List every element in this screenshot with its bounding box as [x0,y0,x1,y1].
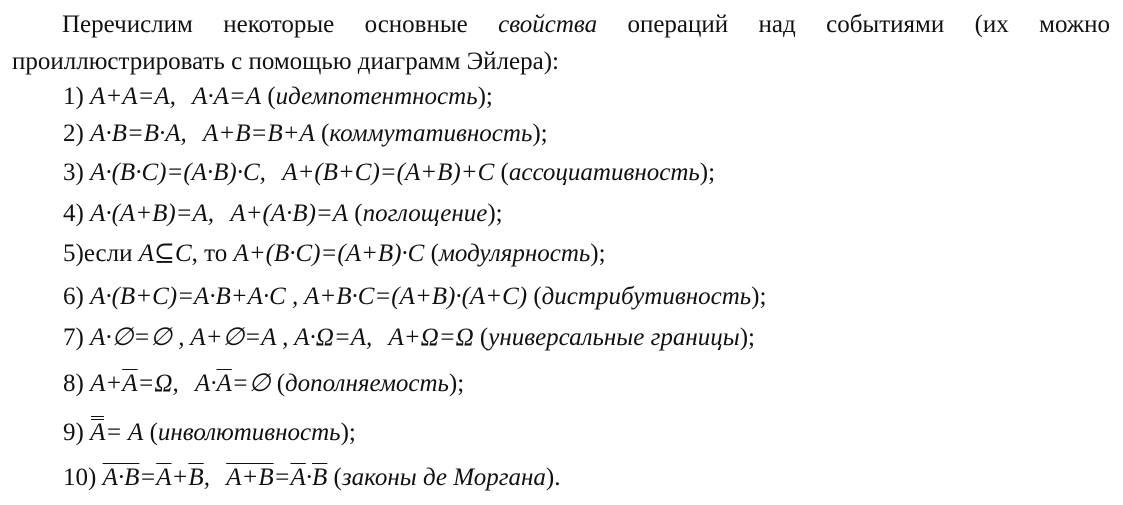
property-4: 4) A·(A+B)=A, A+(A·B)=A (поглощение); [63,200,503,227]
property-formula: A·B=B·A, A+B=B+A [90,120,315,147]
property-6: 6) A·(B+C)=A·B+A·C , A+B·C=(A+B)·(A+C) (дистрибутивность); [63,283,767,310]
property-number: 2) [63,120,84,147]
property-formula: A= A [90,419,144,446]
property-number: 6) [63,283,84,310]
property-name: идемпотентность [275,83,478,110]
property-formula: A+A=A, A·A=A [90,83,262,110]
property-number: 3) [63,159,84,186]
property-name: коммутативность [329,120,533,147]
property-number: 5) [63,240,84,267]
property-middle: , то [191,240,228,267]
property-name: поглощение [362,200,488,227]
intro-text: операций над событиями (их можно [597,11,1110,38]
property-name: инволютивность [157,419,341,446]
intro-emphasis: свойства [498,11,598,38]
property-number: 9) [63,419,84,446]
property-3: 3) A·(B·C)=(A·B)·C, A+(B+C)=(A+B)+C (ассоциативность); [63,159,716,186]
property-10: 10) $A\cdot B=\overline{A}+\overline{B}$, $A+B=\overline{A}\cdot\overline{B}$ (законы де Моргана). [63,464,561,491]
property-1: 1) A+A=A, A·A=A (идемпотентность); [63,83,493,110]
property-name: дополняемость [285,370,449,397]
property-number: 10) [63,464,97,491]
property-name: универсальные границы [488,324,740,351]
property-name: законы де Моргана [341,464,546,491]
property-8: 8) $A+\overline{A}=\Omega$, $A\cdot\overline{A}=\emptyset$ (дополняемость); [63,370,465,397]
property-formula: A·(B·C)=(A·B)·C, A+(B+C)=(A+B)+C [90,159,495,186]
property-condition: A⊆C [138,240,192,267]
property-number: 7) [63,324,84,351]
property-formula: $A+\overline{A}=\Omega$, $A\cdot\overline{A}=\emptyset$ [90,370,271,397]
intro-text: Перечислим некоторые основные [62,11,499,38]
property-7: 7) A·∅=∅ , A+∅=A , A·Ω=A, A+Ω=Ω (универсальные границы); [63,324,755,351]
intro-paragraph [12,6,1110,80]
property-formula: A·(A+B)=A, A+(A·B)=A [90,200,349,227]
property-9: 9) A= A (инволютивность); [63,419,356,446]
property-number: 4) [63,200,84,227]
property-formula: $A\cdot B=\overline{A}+\overline{B}$, $A+B=\overline{A}\cdot\overline{B}$ [102,464,328,491]
property-number: 1) [63,83,84,110]
property-formula: A+(B·C)=(A+B)·C [233,240,425,267]
property-prefix: если [83,240,133,267]
property-name: дистрибутивность [541,283,752,310]
property-2: 2) A·B=B·A, A+B=B+A (коммутативность); [63,120,548,147]
property-formula: A·(B+C)=A·B+A·C , A+B·C=(A+B)·(A+C) [90,283,528,310]
property-name: ассоциативность [508,159,700,186]
intro-line-2: проиллюстрировать с помощью диаграмм Эйлера): [12,48,559,75]
intro-line-1 [12,6,1110,43]
property-name: модулярность [438,240,591,267]
property-formula: A·∅=∅ , A+∅=A , A·Ω=A, A+Ω=Ω [90,324,474,351]
property-5: 5)если A⊆C, то A+(B·C)=(A+B)·C (модулярность); [63,240,606,267]
property-number: 8) [63,370,84,397]
